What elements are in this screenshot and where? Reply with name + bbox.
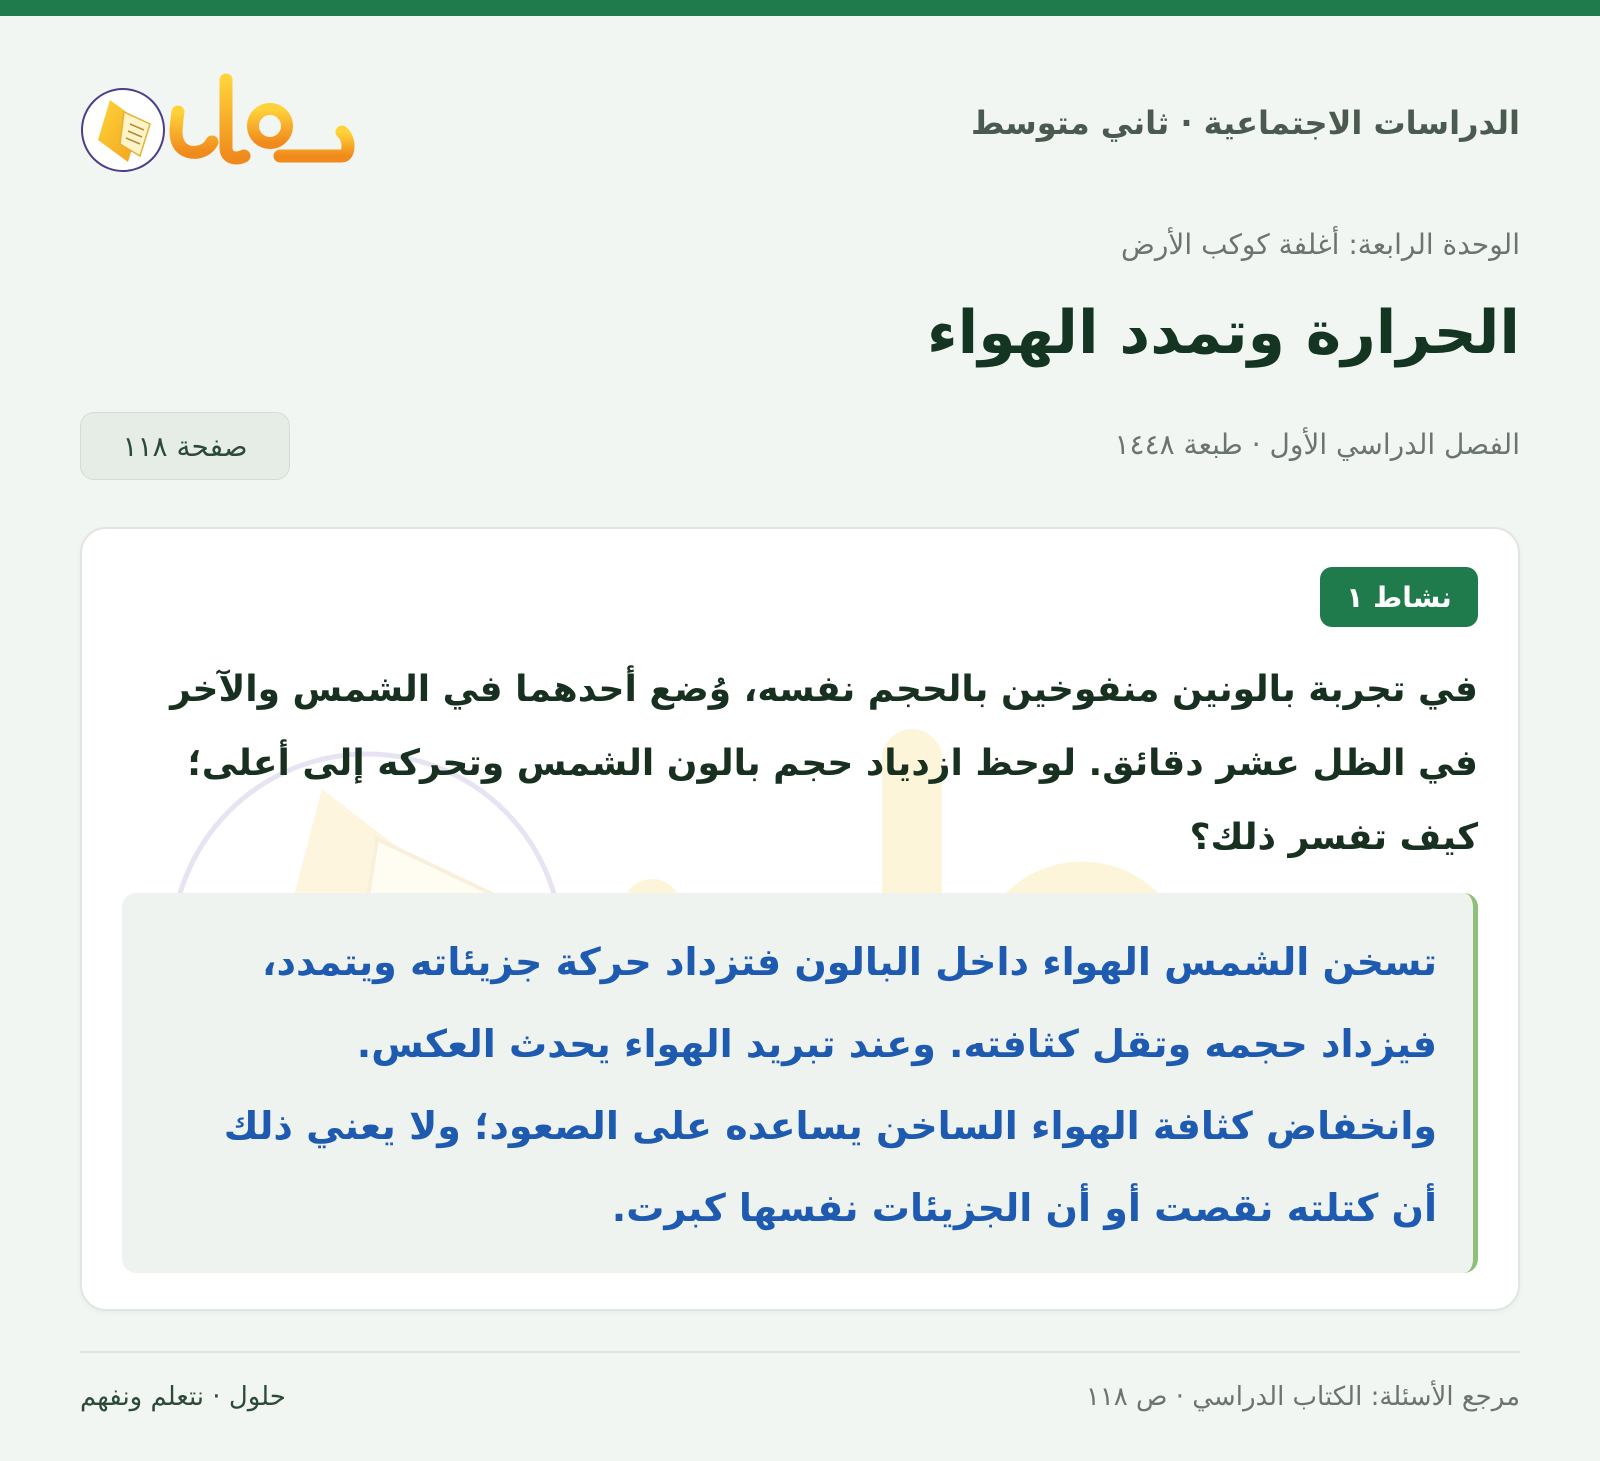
top-accent-bar [0, 0, 1600, 16]
footer-divider [80, 1351, 1520, 1353]
unit-label: الوحدة الرابعة: أغلفة كوكب الأرض [1121, 228, 1520, 261]
activity-badge: نشاط ١ [1320, 567, 1478, 627]
page-number-badge: صفحة ١١٨ [80, 412, 290, 480]
activity-card [80, 527, 1520, 1311]
hulul-logo[interactable] [80, 64, 370, 184]
footer-reference: مرجع الأسئلة: الكتاب الدراسي · ص ١١٨ [1085, 1382, 1520, 1412]
page-header [80, 64, 1520, 184]
lesson-title: الحرارة وتمدد الهواء [926, 298, 1520, 368]
question-text: في تجربة بالونين منفوخين بالحجم نفسه، وُضع أحدهما في الشمس والآخر في الظل عشر دقائق. لوحظ ازدياد حجم بالون الشمس وتحركه إلى أعلى؛ كيف تفسر ذلك؟ [170, 669, 1478, 858]
answer-text: تسخن الشمس الهواء داخل البالون فتزداد حركة جزيئاته ويتمدد، فيزداد حجمه وتقل كثافته. وعند تبريد الهواء يحدث العكس. وانخفاض كثافة الهواء الساخن يساعده على الصعود؛ ولا يعني ذلك أن كتلته نقصت أو أن الجزيئات نفسها كبرت. [223, 940, 1437, 1230]
answer-box [122, 893, 1478, 1273]
footer-brand: حلول · نتعلم ونفهم [80, 1382, 286, 1412]
subject-label: الدراسات الاجتماعية · ثاني متوسط [970, 104, 1520, 142]
edition-label: الفصل الدراسي الأول · طبعة ١٤٤٨ [1114, 428, 1520, 461]
